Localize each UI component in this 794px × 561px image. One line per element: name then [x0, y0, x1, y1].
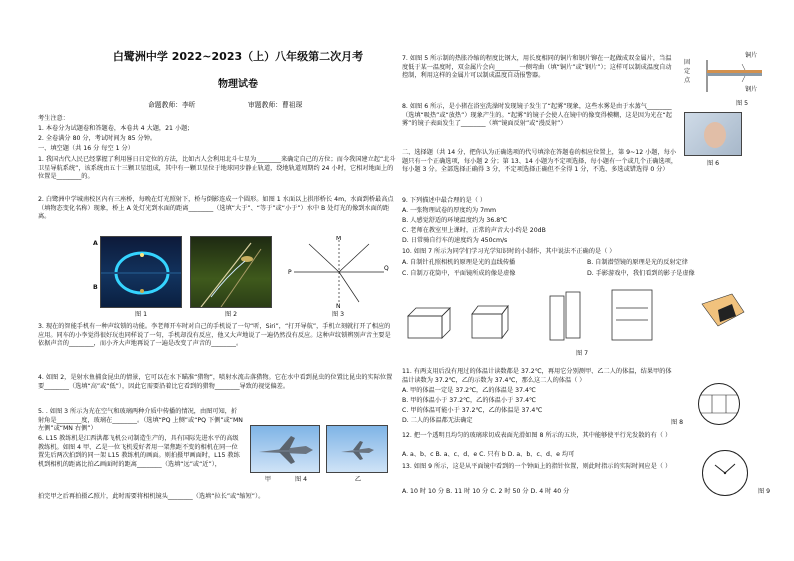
figure-3-caption: 图 3 [331, 311, 345, 318]
section2-header: 二、选择题（共 14 分，把你认为正确选项的代号填涂在答题卷的相应位置上，第 9~12 小题，每小题只有一个正确选项，每小题 2 分；第 13、14 小题为不定项选择，每小题有一个或几个正确选项，每小题 3 分。全部选择正确得 3 分，不定项选择正确但不全得 1 分，不选、多选或错选得 0 分） [402, 149, 678, 173]
fig5-steel: 钢片 [745, 86, 758, 93]
fig5-fixed: 固定点 [684, 59, 691, 84]
right-column [402, 0, 770, 561]
figure-5-caption: 图 5 [735, 100, 749, 107]
left-column [38, 0, 396, 561]
fig5-copper: 铜片 [745, 52, 758, 59]
q9-option-a: A. 一张物理试卷的厚度约为 7mm [402, 207, 497, 214]
figure-9-hands [702, 450, 748, 496]
figure-3-refraction [284, 236, 389, 308]
figure-2-archer-fish [190, 236, 272, 308]
setter: 命题教师：李昕 [148, 101, 196, 109]
question-8: 8. 如图 6 所示，是小猪在浴室洗澡时发现镜子发生了“起雾”现象，这些水雾是由于水蒸气________（选填“吸热”或“放热”）现象产生的。“起雾”的镜子会使人在镜中的像变得模糊，这是因为光在“起雾”的镜子表面发生了________（填“镜面反射”或“漫反射”） [402, 103, 672, 127]
question-9: 9. 下列描述中最合理的是（ ） [402, 197, 487, 204]
figure-4-label-a: 甲 [264, 476, 272, 483]
question-12: 12. 把一个透明且均匀的玻璃球切成表面光滑如图 8 所示的五块，其中能够使平行光发散的有（ ） [402, 432, 672, 439]
q11-option-c: C. 甲的体温可能小于 37.2℃，乙的体温是 37.4℃ [402, 407, 543, 414]
figure-7-caption: 图 7 [575, 350, 589, 357]
question-1: 1. 我国古代人民已经掌握了利用晷日日定位的方法，比如古人会利用北斗七星为________来确定自己的方位；而今我国建立起“北斗卫星导航系统”，该系统由五十三颗卫星组成，其中有一颗卫星位于地球同步静止轨道，绕地轨道周期约 24 小时，它相对地面上的位置是________的。 [38, 156, 396, 180]
reviewer: 审题教师：曹祖琛 [248, 101, 303, 109]
figure-4-caption: 图 4 [294, 476, 308, 483]
figure-8-caption: 图 8 [670, 419, 684, 426]
svg-text:Q: Q [384, 265, 389, 272]
q9-option-b: B. 人感觉舒适的环境温度约为 36.8℃ [402, 217, 508, 224]
q11-option-b: B. 甲的体温小于 37.2℃，乙的体温小于 37.4℃ [402, 397, 537, 404]
note-1: 1. 本卷分为试题卷和答题卷，本卷共 4 大题，21 小题; [38, 125, 190, 132]
question-10: 10. 如图 7 所示为同学们学习光学知识时的小制作，其中说法不正确的是（ ） [402, 248, 616, 255]
note-2: 2. 全卷满分 80 分，考试时间为 85 分钟。 [38, 135, 157, 142]
exam-title: 白鹭洲中学 2022~2023（上）八年级第二次月考 [112, 50, 364, 63]
q9-option-c: C. 老师在教室里上课时，正常的声音大小约是 20dB [402, 227, 546, 234]
figure-4-label-b: 乙 [354, 476, 362, 483]
svg-text:P: P [288, 269, 292, 276]
question-6b: 拍完甲之后再拍摄乙照片，此时需要将相机镜头________（选填“拉长”或“缩短”）。 [38, 493, 265, 500]
exam-subject: 物理试卷 [218, 79, 258, 90]
question-13: 13. 如图 9 所示，这是从平面镜中看到的一个钟面上的指针位置，则此时指示的实际时间应是（ ） [402, 463, 672, 470]
question-4: 4. 如图 2，是射水鱼捕食昆虫的情景，它可以在水下瞄准“猎物”，喷射水流击落猎物。它在水中看到昆虫的位置比昆虫的实际位置要________（选填“高”或“低”），因此它需要沿着比它看到的猎物________导致的视觉偏差。 [38, 374, 393, 390]
figure-7-row [402, 286, 770, 348]
figure-6-caption: 图 6 [706, 160, 720, 167]
q9-option-d: D. 日常骑自行车的速度约为 450cm/s [402, 237, 508, 244]
figure-4-jet-a [250, 425, 320, 473]
question-3: 3. 现在的智能手机有一种声纹锁的功能。李老师开车时对自己的手机说了一句“听，Siri”，“打开导航”，手机立刻就打开了相应的应用。同车的小李觉得很好玩也同样说了一句，手机却没有反应，他又大声地说了一遍仍然没有反应。这种声纹锁辨别声音主要是依据声音的________，而小齐大声地再说了一遍是改变了声音的________。 [38, 323, 391, 347]
label-a: A [93, 240, 98, 247]
figure-9-caption: 图 9 [757, 488, 771, 495]
question-11: 11. 有两支用后没有甩过的体温计读数都是 37.2℃，再用它分别测甲、乙二人的体温，结果甲的体温计读数为 37.2℃，乙的示数为 37.4℃，那么这二人的体温（ ） [402, 368, 672, 384]
figure-1-caption: 图 1 [134, 311, 148, 318]
section1-header: 一、填空题（共 16 分 每空 1 分） [38, 145, 134, 152]
question-5: 5. . 如图 3 所示为光在空气和玻璃两种介质中传播的情况，由图可知，折射角是________度，玻璃在________。（选填“PQ 上侧”或“PQ 下侧”或“MN 左侧”或“MN 右侧”） [38, 408, 243, 432]
figure-2-caption: 图 2 [224, 311, 238, 318]
q11-option-a: A. 甲的体温一定是 37.2℃，乙的体温是 37.4℃ [402, 387, 536, 394]
svg-text:N: N [336, 303, 341, 308]
figure-4-jet-b [326, 425, 388, 473]
question-2: 2. 白鹭洲中学城南校区内有三座桥，每晚在灯光照射下，桥与倒影连成一个圆形。如图 1 水面以上拱形桥长 4m，水面到桥最高点（填物态变化名称）现象，桥上 A 处灯光到水面的距离________（选填“大于”、“等于”或“小于”）水中 B 处灯光的像到水面的距离。 [38, 196, 394, 220]
label-b: B [93, 284, 98, 291]
figure-1-bridge [100, 236, 182, 308]
q10-option-b: B. 自制潜望镜的原理是光的反射定律 [587, 259, 688, 266]
svg-text:M: M [336, 236, 342, 242]
q12-options: A. a、b、c B. a、c、d、e C. 只有 b D. a、b、c、d、e 均可 [402, 451, 575, 458]
notes-header: 考生注意： [38, 115, 69, 122]
figure-6-foggy-mirror [684, 112, 742, 156]
question-6a: 6. L15 教练机是江西洪都飞机公司制造生产的，具有国际先进水平的高级教练机。如图 4 甲、乙是一位飞机爱好者用一架焦距不变的相机在同一位置先后两次拍到的同一架 L15 教练机的画面。则拍摄甲画面时，L15 教练机到相机的距离比拍乙画面时的距离________（选填“远”或“近”）， [38, 435, 240, 468]
figure-8-cuts [698, 383, 740, 425]
q10-option-c: C. 自制万花筒中，平面镜所成的像是虚像 [402, 270, 516, 277]
q10-option-a: A. 自制针孔照相机的原理是光的直线传播 [402, 259, 516, 266]
q13-options: A. 10 时 10 分 B. 11 时 10 分 C. 2 时 50 分 D. 4 时 40 分 [402, 488, 570, 495]
q10-option-d: D. 手影游戏中，我们看到的影子是虚像 [587, 270, 695, 277]
question-7: 7. 如图 5 所示制的热胀冷缩的程度比钢大，用长度相同的铜片和钢片铆在一起做成双金属片，当温度低于某一温度时，双金属片会向________一侧弯曲（填“铜片”或“钢片”）；这样可以制成温度自动控制，利用这样的金属片可以制成温度自动报警器。 [402, 55, 672, 79]
q11-option-d: D. 二人的体温都无法确定 [402, 417, 473, 424]
